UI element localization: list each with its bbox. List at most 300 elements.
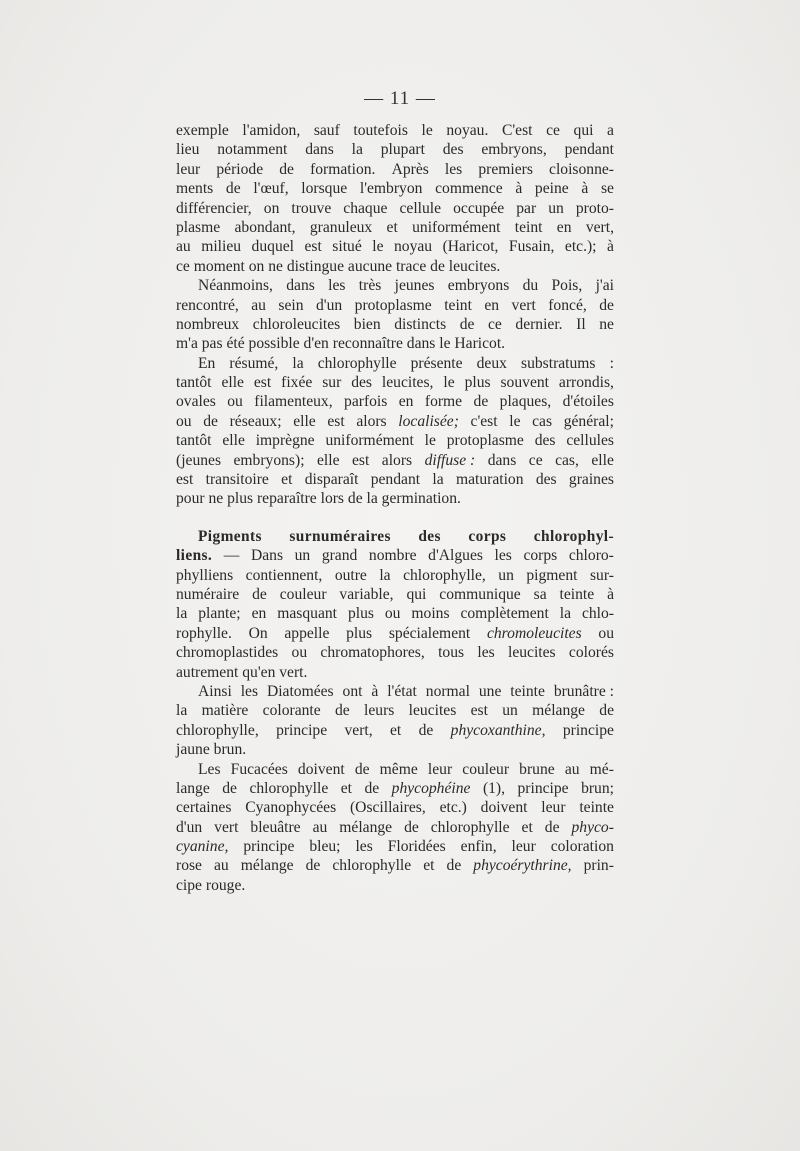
- word: de: [305, 857, 321, 875]
- word: plante;: [198, 605, 241, 623]
- word: lorsque: [301, 180, 348, 198]
- word: (Haricot,: [442, 238, 499, 256]
- text-line: [176, 237, 614, 256]
- word: granuleux: [309, 218, 373, 236]
- word: couleur: [462, 760, 510, 778]
- word: doivent: [480, 799, 528, 817]
- word: en: [556, 218, 572, 236]
- word: distincts: [394, 315, 447, 333]
- word: est: [351, 451, 370, 469]
- word: corps: [523, 547, 558, 565]
- word: Pois,: [551, 277, 583, 295]
- word: est: [176, 471, 194, 489]
- word: premiers: [478, 160, 533, 178]
- text-line: [176, 218, 614, 237]
- word: de: [446, 857, 462, 875]
- word: Fucacées: [230, 760, 288, 778]
- word: de: [252, 585, 267, 603]
- word: la: [292, 354, 304, 372]
- word: noyau.: [446, 122, 489, 139]
- word: jeunes: [394, 277, 435, 295]
- word: un: [498, 566, 514, 584]
- word: contiennent,: [245, 566, 323, 584]
- word: phycoérythrine,: [473, 857, 572, 875]
- word: C'est: [501, 122, 533, 139]
- word: et: [390, 721, 402, 739]
- word: par: [516, 199, 537, 217]
- word: lieu: [176, 141, 200, 159]
- word: les: [494, 547, 512, 565]
- word: un: [548, 199, 564, 217]
- word: et: [386, 218, 398, 236]
- word: phycoxanthine,: [450, 721, 546, 739]
- text-line: [176, 354, 614, 373]
- word: —: [223, 547, 240, 565]
- word: d'un: [176, 818, 203, 836]
- word: tantôt: [176, 374, 212, 392]
- word: chromatophores,: [320, 644, 425, 662]
- word: d'Algues: [428, 547, 483, 565]
- paragraph: [176, 527, 614, 682]
- word: toutefois: [353, 122, 408, 139]
- word: est: [470, 702, 488, 720]
- text-line: [176, 856, 614, 875]
- word: ou: [384, 605, 401, 623]
- word: ce: [528, 451, 543, 469]
- word: au: [251, 296, 266, 314]
- text-line: [176, 276, 614, 295]
- word: phyco-: [571, 818, 614, 836]
- word: appelle: [284, 624, 330, 642]
- word: leurs: [364, 702, 395, 720]
- word: formation.: [310, 160, 376, 178]
- word: teint: [514, 218, 543, 236]
- word: cas,: [555, 451, 579, 469]
- word: cyanine,: [176, 838, 229, 856]
- text-line: [176, 257, 614, 276]
- word: exemple: [176, 122, 229, 139]
- word: principe: [517, 779, 569, 797]
- paragraph: [176, 121, 614, 276]
- word: sur: [322, 374, 342, 392]
- page-number: — 11 —: [364, 88, 436, 109]
- word: le: [421, 122, 433, 139]
- word: qui: [406, 585, 427, 603]
- word: milieu: [201, 238, 242, 256]
- word: dernier.: [515, 315, 563, 333]
- word: chlorophylle: [317, 354, 397, 372]
- word: pendant: [564, 141, 614, 159]
- word: Dans: [250, 547, 284, 565]
- word: cloisonne-: [549, 160, 614, 178]
- word: de: [418, 721, 434, 739]
- text-line: [176, 451, 614, 470]
- word: mélange: [532, 702, 585, 720]
- word: embryons: [447, 277, 510, 295]
- word: vert,: [344, 721, 373, 739]
- word: a: [607, 122, 614, 139]
- word: Floridées: [387, 838, 446, 856]
- word: au: [176, 238, 191, 256]
- word: chlo-: [581, 605, 614, 623]
- word: plus: [464, 374, 491, 392]
- word: cas: [532, 412, 553, 430]
- text-line: [176, 373, 614, 392]
- word: principe: [276, 721, 328, 739]
- word: des: [534, 432, 556, 450]
- word: très: [358, 277, 382, 295]
- word: teinte: [579, 799, 614, 817]
- word: imprègne: [255, 432, 315, 450]
- word: tantôt: [176, 432, 212, 450]
- word: à: [371, 682, 379, 700]
- word: rophylle.: [176, 624, 232, 642]
- word: vert: [511, 296, 536, 314]
- text-line: [176, 179, 614, 198]
- word: phylliens: [176, 566, 234, 584]
- text-line: [176, 140, 614, 159]
- word: proto-: [575, 199, 614, 217]
- word: de: [404, 818, 419, 836]
- text-line: [176, 296, 614, 315]
- word: maturation: [455, 471, 524, 489]
- paragraph: [176, 760, 614, 896]
- word: du: [522, 277, 539, 295]
- word: au: [214, 857, 229, 875]
- section-heading-word: Pigments: [198, 527, 262, 545]
- word: pour ne plus reparaître lors de la germination.: [176, 490, 461, 508]
- word: ou: [176, 412, 192, 430]
- word: la: [176, 702, 188, 720]
- body-text: [176, 121, 614, 895]
- word: même: [379, 760, 418, 778]
- word: cellule: [399, 199, 442, 217]
- text-line: [176, 721, 614, 740]
- word: le: [443, 374, 455, 392]
- word: la: [432, 471, 444, 489]
- word: leucites: [507, 644, 556, 662]
- section-heading-word: surnuméraires: [289, 527, 391, 545]
- word: lange: [176, 779, 210, 797]
- word: le: [424, 432, 436, 450]
- word: ce moment on ne distingue aucune trace de leucites.: [176, 257, 501, 275]
- word: en: [398, 393, 414, 411]
- word: dans: [286, 277, 315, 295]
- word: plus: [347, 605, 374, 623]
- word: ne: [599, 315, 614, 333]
- word: d'étoiles: [562, 393, 614, 411]
- word: est: [327, 412, 345, 430]
- text-line: [176, 663, 614, 682]
- word: certaines: [176, 799, 232, 817]
- word: et: [281, 471, 293, 489]
- word: bleu;: [309, 838, 341, 856]
- word: nombre: [368, 547, 417, 565]
- word: elle: [317, 451, 340, 469]
- text-line: [176, 199, 614, 218]
- section-heading-word: liens.: [176, 547, 213, 565]
- word: une: [478, 682, 502, 700]
- text-line: [176, 160, 614, 179]
- word: le: [372, 238, 384, 256]
- word: des: [351, 374, 372, 392]
- word: arrondis,: [558, 374, 614, 392]
- word: outre: [334, 566, 367, 584]
- word: plaques,: [499, 393, 552, 411]
- word: leur: [427, 760, 453, 778]
- word: à: [581, 180, 589, 198]
- word: et: [423, 857, 435, 875]
- word: de: [459, 315, 475, 333]
- word: bleuâtre: [250, 818, 301, 836]
- word: peine: [534, 180, 569, 198]
- word: etc.);: [564, 238, 597, 256]
- word: uniformément: [412, 218, 501, 236]
- word: rencontré,: [176, 296, 239, 314]
- word: embryons);: [233, 451, 305, 469]
- word: :: [609, 354, 614, 372]
- word: uniformément: [325, 432, 414, 450]
- word: elle: [293, 412, 316, 430]
- word: elle: [591, 451, 614, 469]
- word: le: [509, 412, 521, 430]
- word: des: [442, 141, 464, 159]
- word: mé-: [589, 760, 614, 778]
- word: les: [328, 277, 346, 295]
- word: un: [502, 702, 518, 720]
- word: trouve: [291, 199, 332, 217]
- word: et: [340, 779, 352, 797]
- word: alors: [381, 451, 413, 469]
- text-line: [176, 431, 614, 450]
- word: prin-: [583, 857, 614, 875]
- word: Cyanophycées: [245, 799, 337, 817]
- word: cellules: [566, 432, 614, 450]
- word: j'ai: [595, 277, 614, 295]
- word: chloroleucites: [252, 315, 341, 333]
- word: à: [607, 238, 614, 256]
- word: On: [248, 624, 268, 642]
- word: localisée;: [398, 412, 459, 430]
- word: se: [600, 180, 614, 198]
- word: un: [294, 547, 311, 565]
- word: situé: [332, 238, 362, 256]
- word: forme: [424, 393, 463, 411]
- word: de: [222, 779, 237, 797]
- text-line: [176, 760, 614, 779]
- word: Ainsi: [198, 682, 232, 700]
- word: chromoplastides: [176, 644, 279, 662]
- text-line: [176, 546, 614, 565]
- text-line: [176, 818, 614, 837]
- word: En: [198, 354, 216, 372]
- text-line: [176, 412, 614, 431]
- word: dans: [305, 141, 334, 159]
- word: colorés: [568, 644, 614, 662]
- word: brun;: [581, 779, 614, 797]
- word: résumé,: [229, 354, 279, 372]
- word: qui: [573, 122, 594, 139]
- word: les: [240, 682, 259, 700]
- text-line: [176, 470, 614, 489]
- word: au: [564, 760, 580, 778]
- word: général;: [563, 412, 614, 430]
- word: chromoleucites: [486, 624, 582, 642]
- text-line: [176, 527, 614, 546]
- word: réseaux;: [229, 412, 282, 430]
- word: chlorophylle: [332, 857, 412, 875]
- word: protoplasme: [354, 296, 432, 314]
- word: matière: [201, 702, 249, 720]
- word: nombreux: [176, 315, 240, 333]
- word: chlorophylle,: [403, 566, 486, 584]
- word: au: [312, 818, 328, 836]
- word: les: [477, 644, 495, 662]
- word: phycophéine: [391, 779, 471, 797]
- word: teint: [444, 296, 472, 314]
- word: enfin,: [460, 838, 497, 856]
- word: (jeunes: [176, 451, 222, 469]
- word: pendant: [370, 471, 421, 489]
- word: leucites: [408, 702, 457, 720]
- word: transitoire: [205, 471, 269, 489]
- word: leur: [176, 160, 201, 178]
- word: elle: [222, 432, 245, 450]
- word: dans: [487, 451, 517, 469]
- paragraph: [176, 354, 614, 509]
- word: couleur: [279, 585, 327, 603]
- text-line: [176, 489, 614, 508]
- word: l'œuf,: [253, 180, 289, 198]
- word: deux: [476, 354, 507, 372]
- text-line: [176, 682, 614, 701]
- word: (Oscillaires,: [349, 799, 426, 817]
- word: chlorophylle: [249, 779, 329, 797]
- word: communique: [439, 585, 521, 603]
- word: alors: [356, 412, 387, 430]
- word: foncé,: [548, 296, 587, 314]
- word: mélange: [339, 818, 393, 836]
- word: spécialement: [388, 624, 471, 642]
- word: (1),: [482, 779, 506, 797]
- word: ovales: [176, 393, 216, 411]
- word: des: [535, 471, 557, 489]
- word: substratums: [521, 354, 596, 372]
- word: souvent: [500, 374, 549, 392]
- word: de: [334, 702, 350, 720]
- word: numéraire: [176, 585, 240, 603]
- word: l'état: [387, 682, 417, 700]
- word: variable,: [339, 585, 394, 603]
- word: doivent: [297, 760, 345, 778]
- word: moins: [411, 605, 450, 623]
- word: abondant,: [234, 218, 296, 236]
- word: de: [364, 779, 380, 797]
- word: graines: [568, 471, 614, 489]
- word: ments: [176, 180, 214, 198]
- word: est: [304, 238, 322, 256]
- word: fixée: [281, 374, 313, 392]
- word: sa: [533, 585, 547, 603]
- word: les: [444, 160, 463, 178]
- word: chaque: [343, 199, 388, 217]
- word: Diatomées: [266, 682, 334, 700]
- text-line: [176, 837, 614, 856]
- word: période: [216, 160, 264, 178]
- word: l'embryon: [359, 180, 423, 198]
- word: en: [484, 296, 500, 314]
- word: présente: [410, 354, 463, 372]
- word: chlorophylle,: [176, 721, 259, 739]
- text-line: [176, 334, 614, 353]
- word: on: [263, 199, 280, 217]
- word: ou: [598, 624, 614, 642]
- word: en: [251, 605, 267, 623]
- word: filamenteux,: [254, 393, 333, 411]
- word: vert,: [585, 218, 614, 236]
- word: occupée: [453, 199, 505, 217]
- word: la: [176, 605, 188, 623]
- word: disparaît: [304, 471, 359, 489]
- word: d'un: [315, 296, 343, 314]
- word: brune: [519, 760, 555, 778]
- word: embryons,: [481, 141, 547, 159]
- word: Il: [576, 315, 586, 333]
- word: leucites,: [381, 374, 434, 392]
- text-line: [176, 624, 614, 643]
- section-heading-word: corps: [468, 527, 507, 545]
- word: normal: [425, 682, 470, 700]
- word: sein: [278, 296, 304, 314]
- word: et: [521, 818, 533, 836]
- word: de: [203, 412, 218, 430]
- word: tous: [438, 644, 465, 662]
- word: brunâtre :: [553, 682, 614, 700]
- word: duquel: [251, 238, 294, 256]
- text-line: [176, 798, 614, 817]
- word: ce: [546, 122, 560, 139]
- word: c'est: [470, 412, 498, 430]
- word: plasme: [176, 218, 221, 236]
- word: sauf: [313, 122, 340, 139]
- word: teinte: [510, 682, 545, 700]
- word: principe: [562, 721, 614, 739]
- word: noyau: [393, 238, 433, 256]
- word: diffuse :: [424, 451, 476, 469]
- word: la: [351, 141, 363, 159]
- word: protoplasme: [446, 432, 524, 450]
- word: de: [599, 296, 614, 314]
- word: parfois: [344, 393, 388, 411]
- word: de: [544, 818, 560, 836]
- word: de: [354, 760, 370, 778]
- word: notamment: [217, 141, 288, 159]
- paragraph: [176, 682, 614, 760]
- word: Après: [391, 160, 429, 178]
- word: chloro-: [568, 547, 614, 565]
- word: rose: [176, 857, 202, 875]
- paragraph: [176, 276, 614, 354]
- word: plus: [346, 624, 373, 642]
- text-line: [176, 315, 614, 334]
- word: elle: [221, 374, 244, 392]
- section-gap: [176, 509, 614, 527]
- word: différencier,: [176, 199, 252, 217]
- word: à: [607, 585, 614, 603]
- word: la: [379, 566, 391, 584]
- word: de: [225, 180, 241, 198]
- word: la: [559, 605, 572, 623]
